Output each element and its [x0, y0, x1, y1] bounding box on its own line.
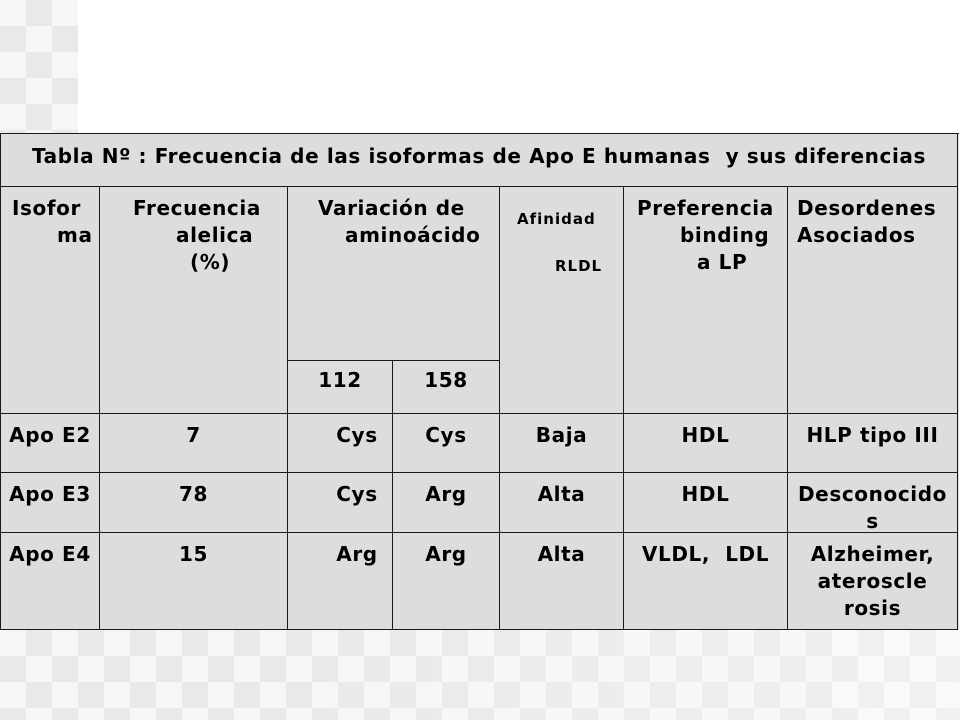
cell-text: Alta	[537, 482, 586, 506]
header-frecuencia-line: alelica	[176, 223, 254, 247]
header-cell-preferencia	[624, 187, 788, 414]
cell-isoforma	[1, 533, 100, 630]
cell-text: Alzheimer,	[810, 542, 935, 566]
table-row	[1, 414, 959, 473]
cell-frecuencia	[100, 414, 288, 473]
table-header-row	[1, 187, 959, 414]
header-frecuencia-line: Frecuencia	[133, 196, 261, 220]
cell-text: HDL	[681, 423, 730, 447]
cell-desordenes	[788, 533, 958, 630]
cell-text: 7	[186, 423, 201, 447]
cell-text: s	[866, 509, 879, 533]
cell-text: 15	[178, 542, 209, 566]
cell-text: Arg	[336, 542, 378, 566]
header-preferencia-line: binding	[680, 223, 770, 247]
cell-preferencia	[624, 414, 788, 473]
table-row	[1, 533, 959, 630]
header-variacion-line: aminoácido	[345, 223, 481, 247]
cell-text: Cys	[425, 423, 467, 447]
cell-isoforma	[1, 414, 100, 473]
header-cell-afinidad	[500, 187, 624, 414]
cell-aminoacido-112	[288, 473, 393, 533]
cell-aminoacido-112	[288, 533, 393, 630]
cell-aminoacido-158	[393, 473, 500, 533]
cell-text: Arg	[425, 542, 467, 566]
cell-text: VLDL, LDL	[641, 542, 770, 566]
cell-text: HDL	[681, 482, 730, 506]
header-afinidad-line: Afinidad	[517, 210, 596, 228]
header-desordenes-line: Desordenes	[797, 196, 937, 220]
cell-text: Apo E2	[9, 423, 91, 447]
cell-text: HLP tipo III	[806, 423, 939, 447]
cell-text: Baja	[535, 423, 588, 447]
isoforms-table	[0, 133, 959, 630]
cell-frecuencia	[100, 533, 288, 630]
header-desordenes-line: Asociados	[797, 223, 916, 247]
header-cell-variacion	[288, 187, 500, 361]
table-title-cell	[1, 134, 958, 187]
header-isoforma-line: ma	[57, 223, 93, 247]
header-variacion-line: Variación de	[318, 196, 465, 220]
cell-text: Desconocido	[797, 482, 947, 506]
cell-aminoacido-158	[393, 533, 500, 630]
cell-isoforma	[1, 473, 100, 533]
header-preferencia-line: a LP	[697, 250, 748, 274]
header-cell-position-112	[288, 361, 393, 414]
cell-afinidad	[500, 533, 624, 630]
header-cell-position-158	[393, 361, 500, 414]
cell-desordenes	[788, 414, 958, 473]
header-isoforma-line: Isofor	[12, 196, 81, 220]
table-title-row	[1, 134, 959, 187]
cell-text: 78	[178, 482, 209, 506]
cell-text: Arg	[425, 482, 467, 506]
cell-text: Cys	[336, 423, 378, 447]
header-position-label: 112	[318, 368, 362, 392]
cell-aminoacido-158	[393, 414, 500, 473]
cell-text: Alta	[537, 542, 586, 566]
header-cell-desordenes	[788, 187, 958, 414]
cell-desordenes	[788, 473, 958, 533]
header-cell-frecuencia	[100, 187, 288, 414]
cell-aminoacido-112	[288, 414, 393, 473]
header-frecuencia-line: (%)	[190, 250, 231, 274]
cell-text: Cys	[336, 482, 378, 506]
cell-text: ateroscle	[817, 569, 928, 593]
table-row	[1, 473, 959, 533]
header-position-label: 158	[424, 368, 468, 392]
cell-text: rosis	[843, 596, 902, 620]
background-pattern-bottom	[0, 630, 960, 720]
header-preferencia-line: Preferencia	[637, 196, 774, 220]
table-title: Tabla Nº : Frecuencia de las isoformas de Apo E humanas y sus diferencias	[31, 144, 927, 168]
cell-afinidad	[500, 473, 624, 533]
cell-text: Apo E4	[9, 542, 91, 566]
cell-text: Apo E3	[9, 482, 91, 506]
cell-afinidad	[500, 414, 624, 473]
header-afinidad-line: RLDL	[555, 257, 603, 275]
cell-preferencia	[624, 533, 788, 630]
cell-frecuencia	[100, 473, 288, 533]
cell-preferencia	[624, 473, 788, 533]
header-cell-isoforma	[1, 187, 100, 414]
